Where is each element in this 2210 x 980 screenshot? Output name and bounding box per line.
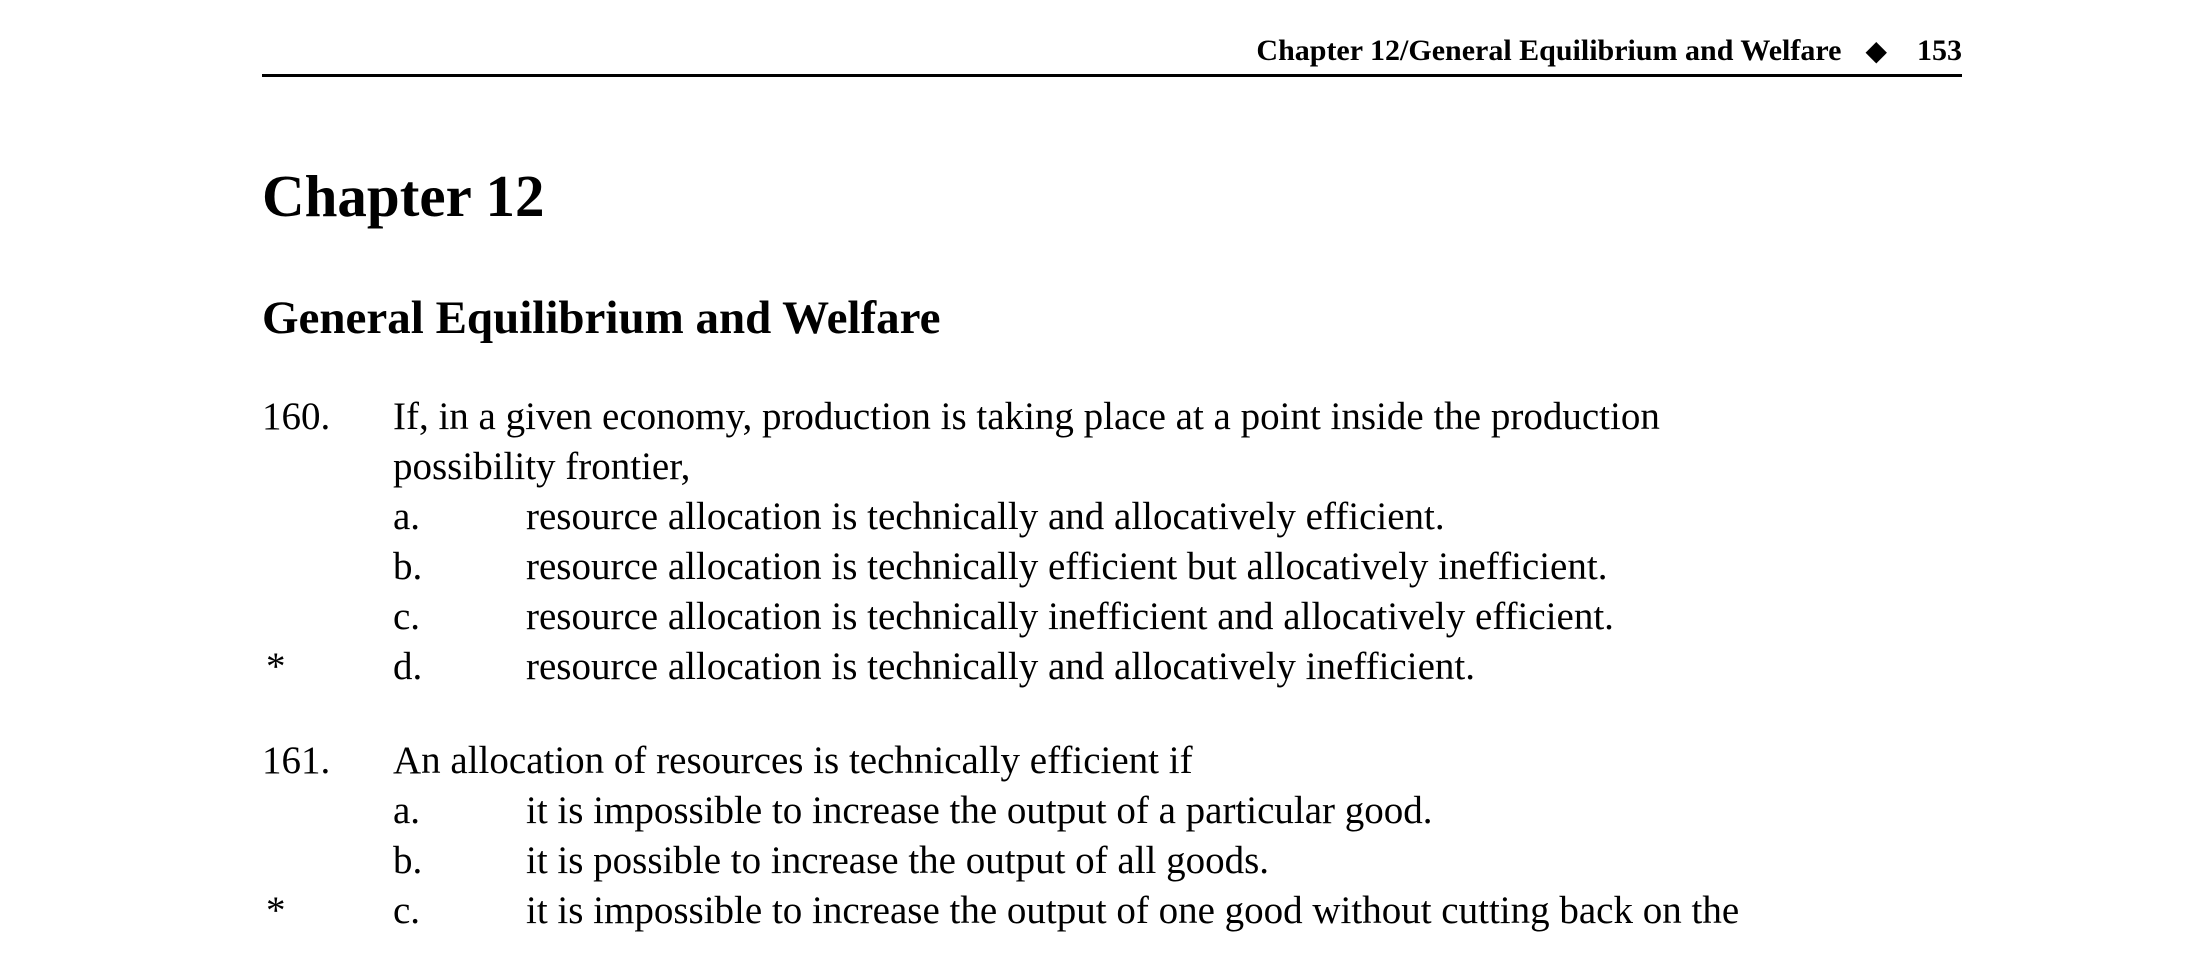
question-list (262, 392, 2162, 980)
answer-option (262, 786, 2162, 836)
option-letter: c. (393, 889, 421, 932)
question-number: 160. (262, 395, 331, 438)
chapter-title: Chapter 12 (262, 163, 545, 229)
question-stem-text: If, in a given economy, production is taking place at a point inside the production (393, 395, 1660, 438)
page-number: 153 (1917, 34, 1962, 67)
option-letter: a. (393, 495, 421, 538)
question-161 (262, 736, 2162, 936)
option-letter: b. (393, 545, 423, 588)
running-header (262, 28, 1962, 77)
option-text: it is impossible to increase the output of a particular good. (526, 789, 1433, 832)
answer-option (262, 836, 2162, 886)
question-stem-line (262, 392, 2162, 442)
answer-option (262, 592, 2162, 642)
option-letter: d. (393, 645, 423, 688)
question-number: 161. (262, 739, 331, 782)
diamond-separator-icon: ◆ (1865, 36, 1887, 67)
correct-answer-marker: * (266, 889, 286, 932)
option-text: resource allocation is technically efficient but allocatively inefficient. (526, 545, 1608, 588)
answer-option (262, 492, 2162, 542)
question-160 (262, 392, 2162, 692)
correct-answer-marker: * (266, 645, 286, 688)
option-text: it is impossible to increase the output of one good without cutting back on the (526, 889, 1740, 932)
option-letter: b. (393, 839, 423, 882)
option-text: resource allocation is technically and allocatively efficient. (526, 495, 1445, 538)
answer-option (262, 542, 2162, 592)
option-letter: a. (393, 789, 421, 832)
answer-option (262, 642, 2162, 692)
question-stem-text: possibility frontier, (393, 445, 691, 488)
question-stem-text: An allocation of resources is technically efficient if (393, 739, 1193, 782)
option-letter: c. (393, 595, 421, 638)
option-text: resource allocation is technically inefficient and allocatively efficient. (526, 595, 1614, 638)
section-title: General Equilibrium and Welfare (262, 292, 941, 344)
answer-option (262, 886, 2162, 936)
question-stem-line (262, 736, 2162, 786)
option-text: it is possible to increase the output of all goods. (526, 839, 1270, 882)
option-text: resource allocation is technically and allocatively inefficient. (526, 645, 1475, 688)
question-stem-line (262, 442, 2162, 492)
running-title: Chapter 12/General Equilibrium and Welfare (1256, 34, 1842, 67)
